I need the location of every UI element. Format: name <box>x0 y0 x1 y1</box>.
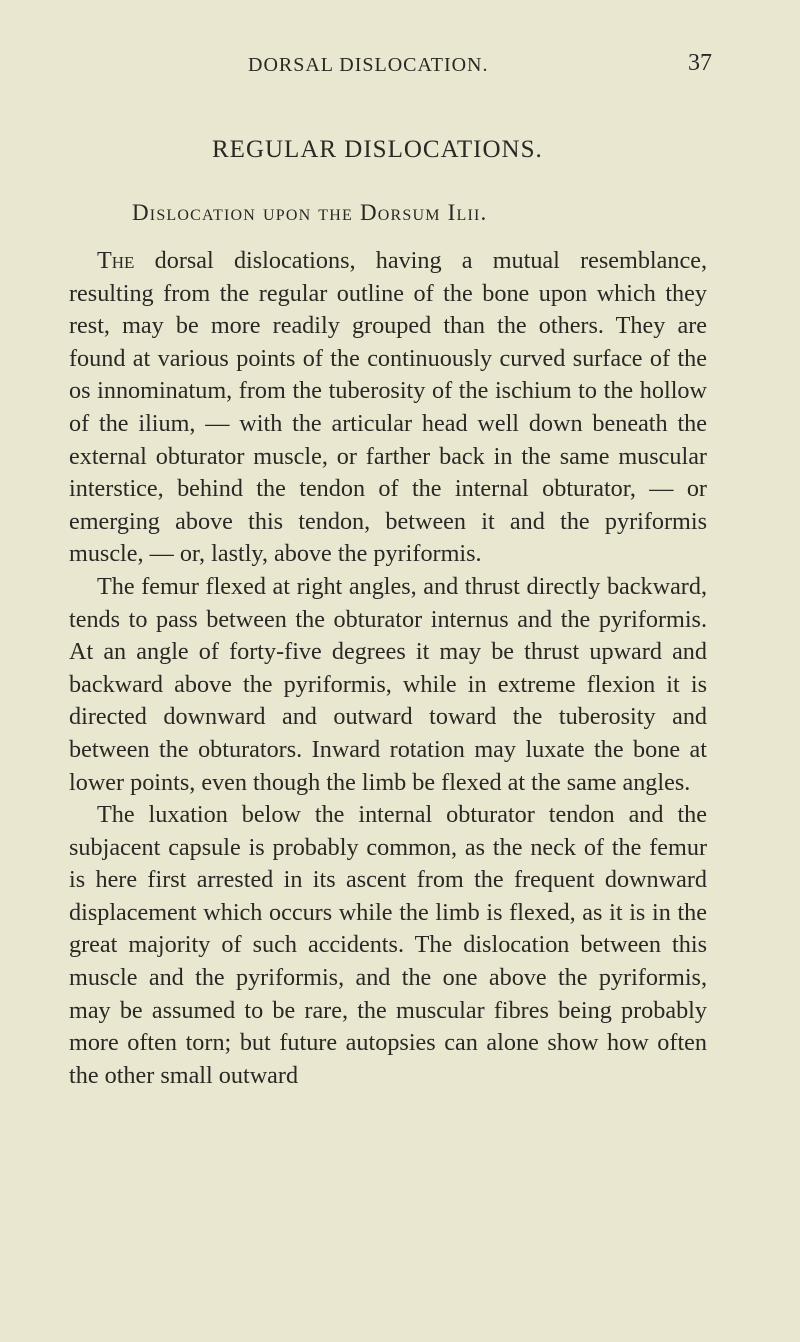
paragraph-1 <box>69 245 707 571</box>
section-title: REGULAR DISLOCATIONS. <box>212 136 543 163</box>
paragraph-2 <box>69 571 707 799</box>
paragraph-text: The femur flexed at right angles, and thrust directly backward, tends to pass between the obturator internus and the pyriformis. At an angle of forty-five degrees it may be thrust upward and backward above the pyriformis, while in extreme flexion it is directed downward and outward toward the tuberosity and between the obturators. Inward rotation may luxate the bone at lower points, even though the limb be flexed at the same angles. <box>69 572 707 796</box>
paragraph-lead-word: The <box>97 247 135 274</box>
page-number: 37 <box>688 50 712 76</box>
paragraph-3 <box>69 799 707 1092</box>
section-subtitle: Dislocation upon the Dorsum Ilii. <box>132 200 488 225</box>
paragraph-text: dorsal dislocations, having a mutual resemblance, resulting from the regular outline of the bone upon which they rest, may be more readily grouped than the others. They are found at various points of the continuously curved surface of the os innominatum, from the tuberosity of the ischium to the hollow of the ilium, — with the articular head well down beneath the external obturator muscle, or farther back in the same muscular interstice, behind the tendon of the internal obturator, — or emerging above this tendon, between it and the pyriformis muscle, — or, lastly, above the pyriformis. <box>69 247 707 568</box>
body-text <box>69 245 707 1092</box>
paragraph-text: The luxation below the internal obturator tendon and the subjacent capsule is probably common, as the neck of the femur is here first arrested in its ascent from the frequent downward displacement which occurs while the limb is flexed, as it is in the great majority of such accidents. The dislocation between this muscle and the pyriformis, and the one above the pyriformis, may be assumed to be rare, the muscular fibres being probably more often torn; but future autopsies can alone show how often the other small outward <box>69 801 707 1089</box>
running-head: DORSAL DISLOCATION. <box>248 54 489 76</box>
